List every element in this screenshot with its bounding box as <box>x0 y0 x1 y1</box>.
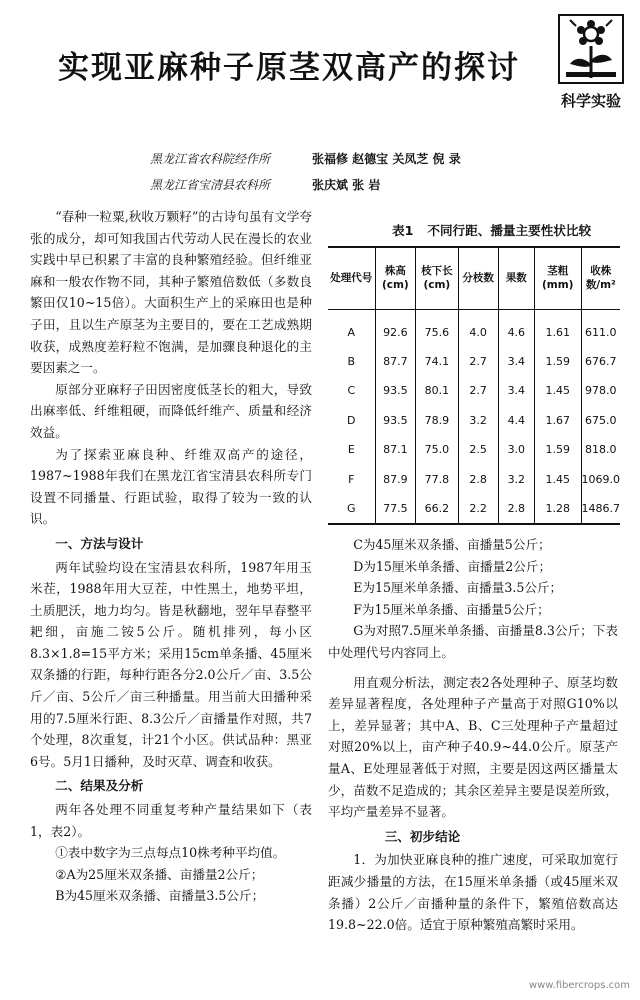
table-cell: 3.2 <box>498 464 534 493</box>
right-column <box>328 534 618 936</box>
table-cell: 978.0 <box>581 376 620 405</box>
table-row <box>328 376 620 405</box>
table-cell: 77.8 <box>416 464 458 493</box>
table-cell: 1486.7 <box>581 494 620 524</box>
table-row <box>328 347 620 376</box>
table-cell: 1.59 <box>534 347 581 376</box>
table-caption <box>392 220 591 239</box>
table-cell: 3.4 <box>498 347 534 376</box>
table-cell: 611.0 <box>581 309 620 347</box>
table-cell: 78.9 <box>416 406 458 435</box>
table-cell: D <box>347 413 356 427</box>
author-names: 张福修 赵德宝 关凤芝 倪 录 <box>312 152 461 166</box>
flower-icon <box>560 16 622 82</box>
table-cell: 1.45 <box>534 464 581 493</box>
left-column <box>30 206 312 907</box>
table-note: D为15厘米单条播、亩播量2公斤； <box>353 558 552 574</box>
table-cell: C <box>347 384 356 398</box>
table-cell: A <box>347 325 356 339</box>
intro-paragraph: 原部分亚麻籽子田因密度低茎长的粗大，导致出麻率低、纤维粗硬，而降低纤维产、质量和经济效益。 <box>30 381 312 440</box>
table-cell: F <box>348 472 355 486</box>
table-cell: 93.5 <box>375 406 416 435</box>
author-block <box>150 146 461 198</box>
table-cell: 77.5 <box>375 494 416 524</box>
table-note: ②A为25厘米双条播、亩播量2公斤； <box>55 866 264 882</box>
table-cell: 3.2 <box>458 406 498 435</box>
intro-paragraph: 为了探索亚麻良种、纤维双高产的途径，1987~1988年我们在黑龙江省宝清县农科所专门设置不同播量、行距试验，取得了较为一致的认识。 <box>30 446 312 527</box>
table-cell: 87.7 <box>375 347 416 376</box>
table-cell: E <box>347 443 355 457</box>
table-title: 不同行距、播量主要性状比较 <box>427 223 592 238</box>
table-cell: 74.1 <box>416 347 458 376</box>
logo-label: 科学实验 <box>560 92 621 110</box>
table-cell: 675.0 <box>581 406 620 435</box>
conclusion-paragraph: 1．为加快亚麻良种的推广速度，可采取加宽行距减少播量的方法，在15厘米单条播（或45厘米双条播）2公斤／亩播种量的条件下，繁殖倍数高达19.8~22.0倍。适宜于原种繁殖高繁时采用。 <box>328 852 618 933</box>
author-line <box>150 146 461 172</box>
table-note: ①表中数字为三点每点10株考种平均值。 <box>55 845 286 861</box>
table-cell: B <box>347 355 356 369</box>
table-cell: 676.7 <box>581 347 620 376</box>
table-cell: 2.8 <box>498 494 534 524</box>
table-header: 处理代号 <box>330 272 373 285</box>
table-cell: 2.7 <box>458 347 498 376</box>
analysis-paragraph: 用直观分析法，测定表2各处理种子、原茎均数差异显著程度，各处理种子产量高于对照G10%以上，差异显著；其中A、B、C三处理种子产量超过对照20%以上，亩产种子40.9~44.0公斤。原茎产量A、E处理显著低于对照，主要是因这两区播量太少，苗数不足造成的；其余区差异主要是误差所致，平均产量差异不显著。 <box>328 674 618 820</box>
table-cell: 4.0 <box>458 309 498 347</box>
table-cell: 3.4 <box>498 376 534 405</box>
table-note: G为对照7.5厘米单条播、亩播量8.3公斤；下表中处理代号内容同上。 <box>328 623 618 660</box>
table-cell: 2.8 <box>458 464 498 493</box>
table-cell: 2.7 <box>458 376 498 405</box>
table-cell: 1.61 <box>534 309 581 347</box>
table-cell: 92.6 <box>375 309 416 347</box>
table-header: 株高(cm) <box>375 247 416 309</box>
journal-logo <box>548 14 634 122</box>
table-header: 茎粗(mm) <box>534 247 581 309</box>
table-header: 枝下长(cm) <box>416 247 458 309</box>
table-row <box>328 494 620 524</box>
author-org: 黑龙江省农科院经作所 <box>150 152 271 166</box>
table-cell: 75.6 <box>416 309 458 347</box>
table-header: 收株数/m² <box>581 247 620 309</box>
table-cell: 4.6 <box>498 309 534 347</box>
article-title: 实现亚麻种子原茎双高产的探讨 <box>58 50 520 86</box>
table-cell: 2.2 <box>458 494 498 524</box>
table-cell: 93.5 <box>375 376 416 405</box>
logo-emblem <box>558 14 624 84</box>
intro-paragraph: “春种一粒粟,秋收万颗籽”的古诗句虽有文学夸张的成分，却可知我国古代劳动人民在漫长的农业实践中早已积累了丰富的良种繁殖经验。但纤维亚麻和一般农作物不同，其种子繁殖倍数低（多数良繁田仅10~15倍）。大面积生产上的采麻田也是种子田，且以生产原茎为主要目的，要在工艺成熟期收获，成熟度差籽粒不饱满，是加骤良种退化的主要因素之一。 <box>30 209 312 376</box>
section-heading: 三、初步结论 <box>384 828 461 844</box>
table-cell: 818.0 <box>581 435 620 464</box>
table-row <box>328 309 620 347</box>
methods-paragraph: 两年试验均设在宝清县农科所，1987年用玉米茬，1988年用大豆茬，中性黑土，地势平坦，土质肥沃，地力均匀。皆是秋翻地，翌年早春整平耙细，亩施二铵5公斤。随机排列，每小区8.3×1.8=15平方米；采用15cm单条播、45厘米双条播的行距，每种行距各分2.0公斤／亩、3.5公斤／亩、5公斤／亩三种播量。用当前大田播种采用的7.5厘米行距、8.3公斤／亩播量作对照，共7个处理，8次重复，计21个小区。供试品种：黑亚6号。5月1日播种，及时灭草、调查和收获。 <box>30 559 312 769</box>
table-cell: 1.28 <box>534 494 581 524</box>
table-cell: 87.9 <box>375 464 416 493</box>
results-paragraph: 两年各处理不同重复考种产量结果如下（表1，表2）。 <box>30 802 312 839</box>
table-header: 分枝数 <box>458 247 498 309</box>
table-cell: 1.67 <box>534 406 581 435</box>
table-cell: 1.59 <box>534 435 581 464</box>
table-cell: 1.45 <box>534 376 581 405</box>
table-row <box>328 464 620 493</box>
table-note: F为15厘米单条播、亩播量5公斤； <box>353 601 550 617</box>
watermark: www.fibercrops.com <box>528 980 630 991</box>
table-cell: 66.2 <box>416 494 458 524</box>
section-heading: 一、方法与设计 <box>55 535 144 551</box>
table-row <box>328 406 620 435</box>
table-number: 表1 <box>392 223 414 238</box>
table-header-row <box>328 247 620 309</box>
table-row <box>328 435 620 464</box>
data-table <box>328 246 620 525</box>
author-names: 张庆斌 张 岩 <box>312 178 381 192</box>
section-heading: 二、结果及分析 <box>55 778 144 794</box>
table-cell: 80.1 <box>416 376 458 405</box>
table-cell: 2.5 <box>458 435 498 464</box>
author-org: 黑龙江省宝清县农科所 <box>150 178 271 192</box>
table-header: 果数 <box>498 247 534 309</box>
table-cell: 75.0 <box>416 435 458 464</box>
table-note: E为15厘米单条播、亩播量3.5公斤； <box>353 580 563 596</box>
table-note: B为45厘米双条播、亩播量3.5公斤； <box>55 888 265 904</box>
author-line <box>150 172 461 198</box>
table-cell: 3.0 <box>498 435 534 464</box>
table-note: C为45厘米双条播、亩播量5公斤； <box>353 537 551 552</box>
table-cell: 87.1 <box>375 435 416 464</box>
table-cell: 1069.0 <box>581 464 620 493</box>
table-cell: 4.4 <box>498 406 534 435</box>
table-cell: G <box>347 502 356 516</box>
